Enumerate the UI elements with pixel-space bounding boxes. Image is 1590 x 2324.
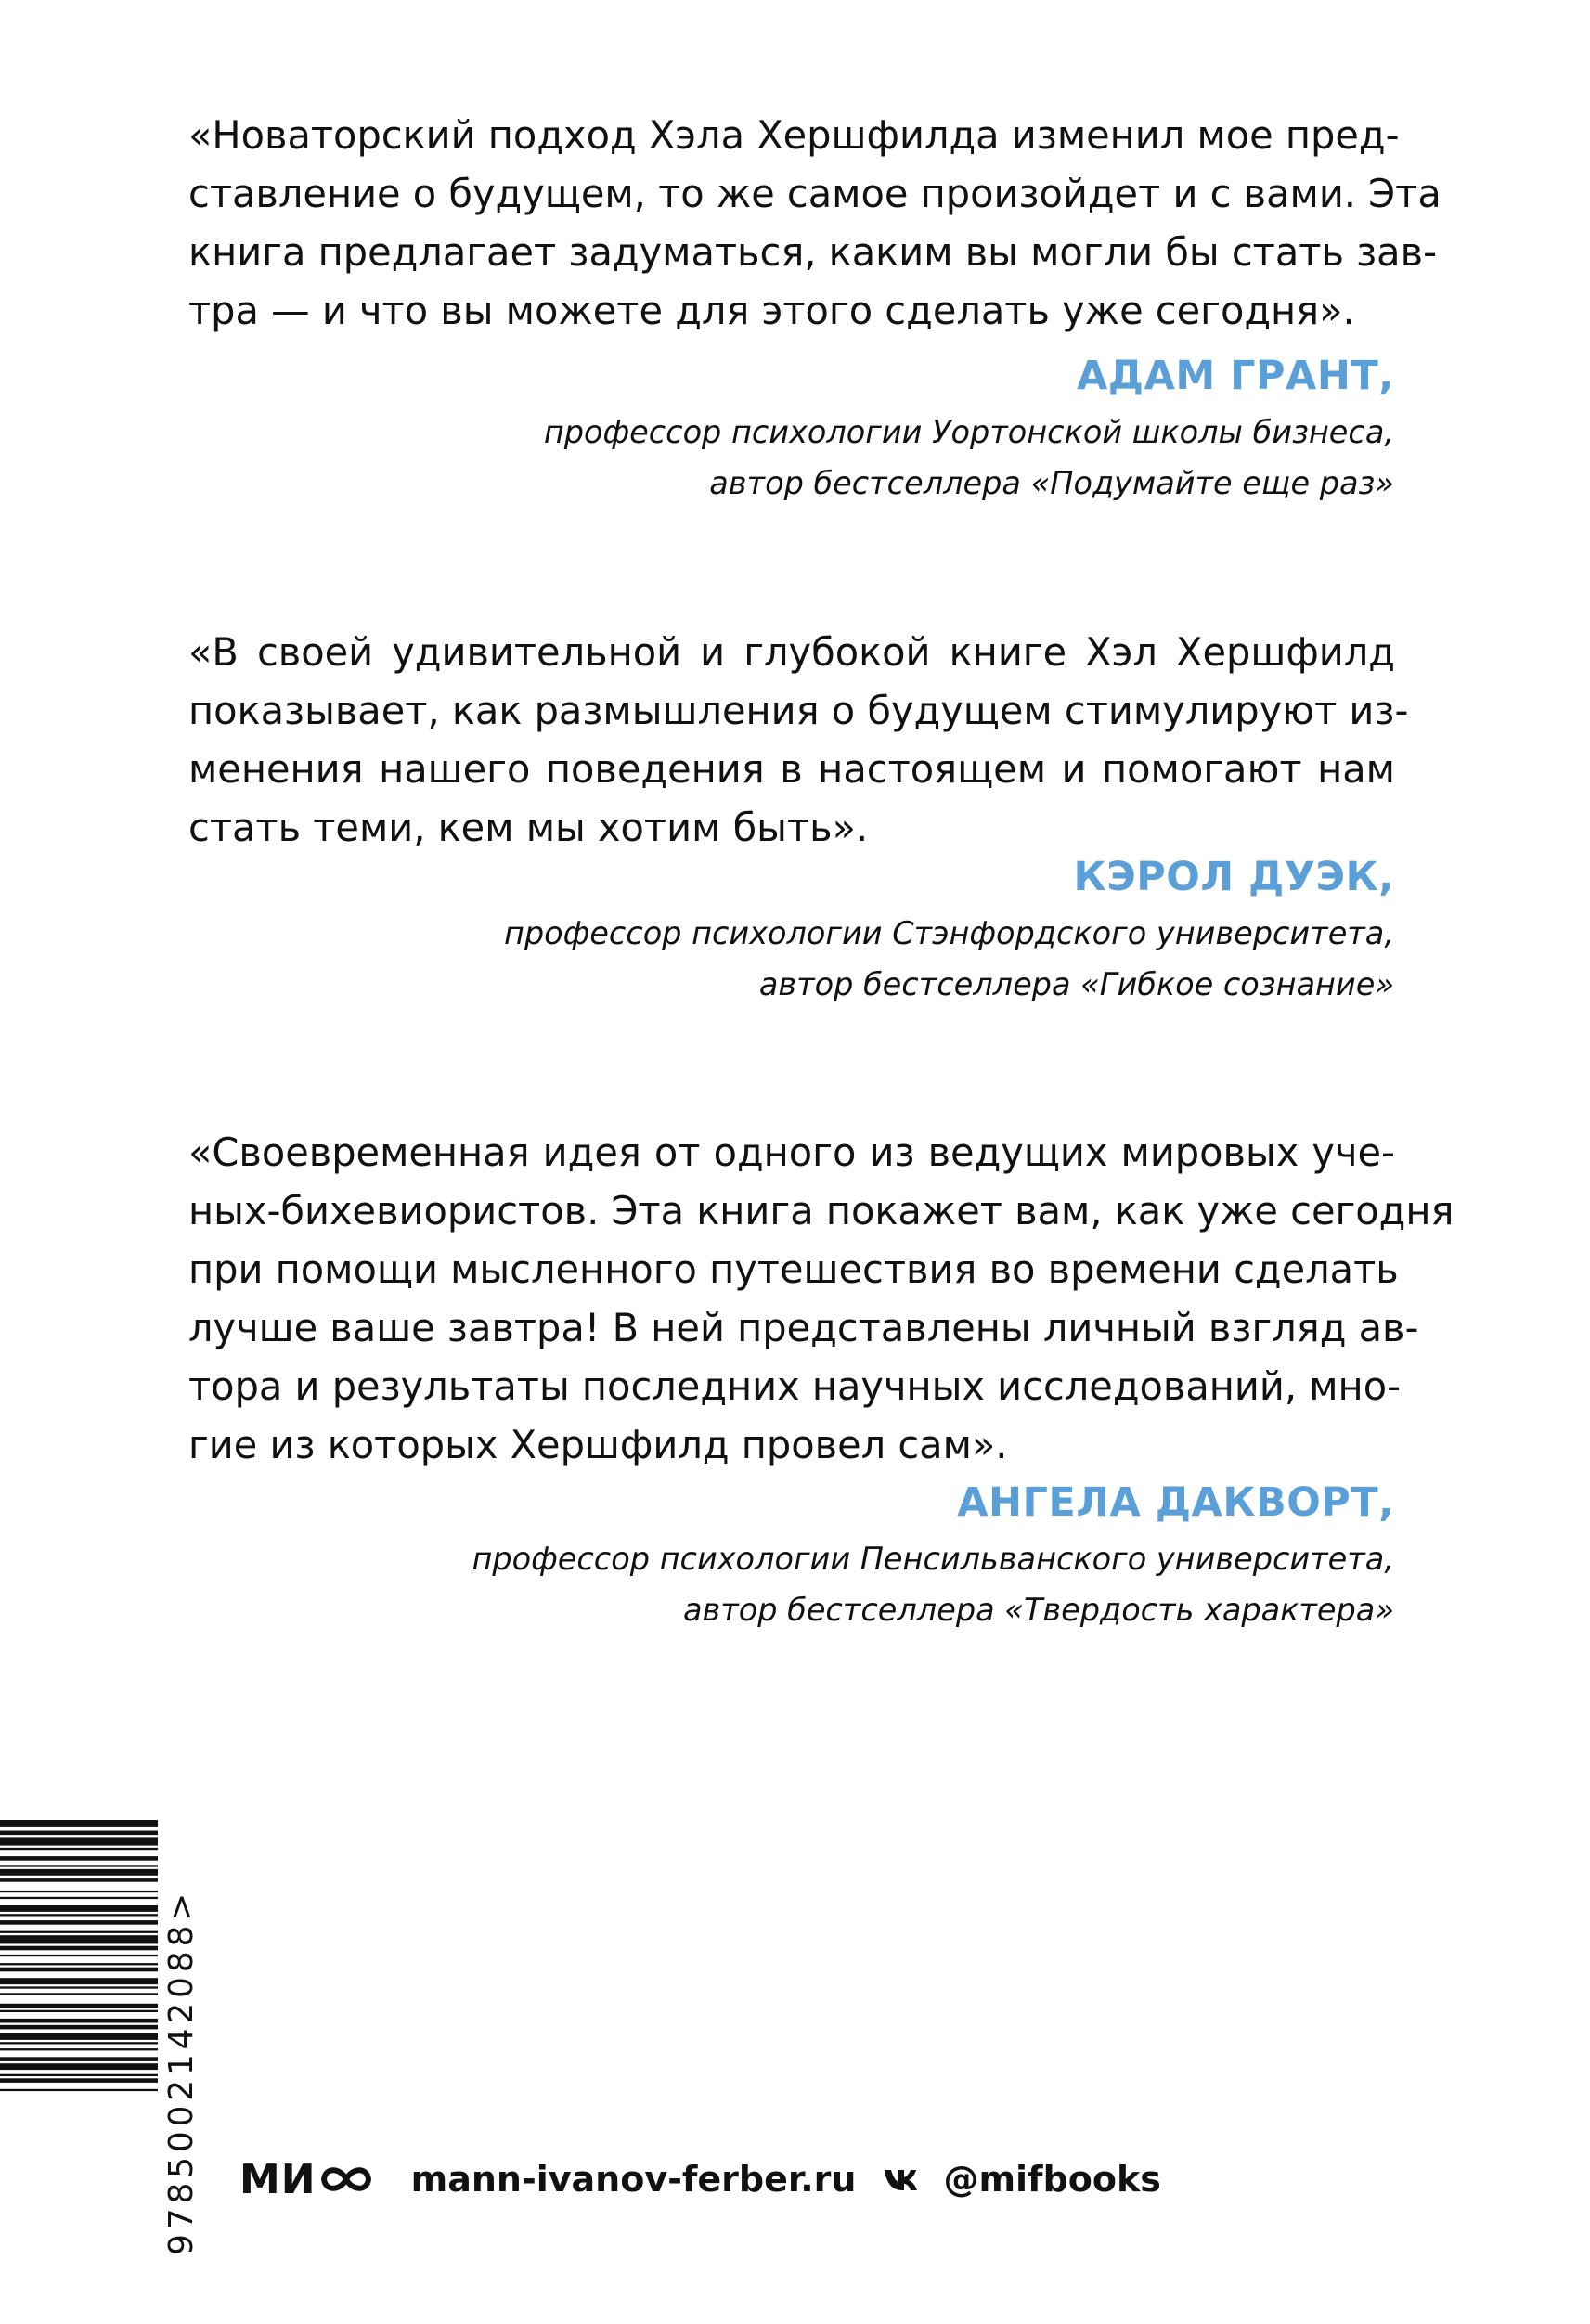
author-role-line: профессор психологии Пенсильванского университета, — [472, 1541, 1394, 1577]
barcode-bar — [0, 2057, 158, 2061]
barcode-bar — [0, 2042, 158, 2044]
author-role-line: профессор психологии Уортонской школы бизнеса, — [543, 414, 1394, 450]
barcode-bar — [0, 1935, 158, 1943]
barcode-bar — [0, 1968, 158, 1972]
barcode-bar — [0, 1856, 158, 1861]
barcode-bar — [0, 1831, 158, 1836]
quote-3-text — [188, 1123, 1454, 1474]
quote-line: «В своей удивительной и глубокой книге Хэл Хершфилд — [188, 629, 1395, 675]
barcode-bar — [0, 2025, 158, 2030]
barcode-bar — [0, 1963, 158, 1965]
barcode-bar — [0, 2048, 158, 2050]
barcode-bar — [0, 1978, 158, 1984]
barcode-bar — [0, 1946, 158, 1951]
quote-line: стать теми, кем мы хотим быть». — [188, 805, 869, 850]
quote-line: «Новаторский подход Хэла Хершфилда изменил мое пред- — [188, 112, 1400, 158]
quote-line: менения нашего поведения в настоящем и помогают нам — [188, 746, 1395, 792]
quote-2-author: КЭРОЛ ДУЭК, — [1073, 854, 1394, 900]
barcode-bar — [0, 2004, 158, 2008]
quote-line: лучше ваше завтра! В ней представлены личный взгляд ав- — [188, 1305, 1419, 1350]
barcode-bar — [0, 1820, 158, 1827]
publisher-logo-text: МИ — [239, 2155, 317, 2203]
barcode-bar — [0, 1914, 158, 1916]
barcode-bar — [0, 1869, 158, 1876]
quote-3-author-role — [472, 1533, 1394, 1635]
barcode-bar — [0, 2019, 158, 2023]
quote-line: гие из которых Хершфилд провел сам». — [188, 1422, 1008, 1467]
barcode-bar — [0, 1878, 158, 1882]
isbn-barcode — [0, 1814, 158, 2251]
barcode-bar — [0, 1993, 158, 1995]
quote-line: показывает, как размышления о будущем стимулируют из- — [188, 688, 1409, 733]
quote-1-text — [188, 106, 1441, 340]
vk-icon[interactable] — [884, 2167, 923, 2191]
author-role-line: автор бестселлера «Твердость характера» — [682, 1592, 1394, 1628]
quote-line: тра — и что вы можете для этого сделать уже сегодня». — [188, 288, 1355, 333]
publisher-logo — [239, 2156, 374, 2203]
quote-1-author-role — [544, 407, 1394, 509]
barcode-bar — [0, 2034, 158, 2040]
barcode-bar — [0, 2089, 158, 2091]
quote-line: тора и результаты последних научных исследований, мно- — [188, 1363, 1402, 1409]
barcode-bar — [0, 1931, 158, 1933]
author-role-line: автор бестселлера «Подумайте еще раз» — [709, 465, 1394, 501]
publisher-footer — [239, 2151, 1161, 2207]
social-handle-link[interactable]: @mifbooks — [943, 2159, 1161, 2200]
barcode-bar — [0, 1955, 158, 1956]
quote-line: ставление о будущем, то же самое произойдет и с вами. Эта — [188, 171, 1441, 216]
quote-1-author: АДАМ ГРАНТ, — [1077, 353, 1394, 399]
author-role-line: профессор психологии Стэнфордского университета, — [503, 915, 1394, 951]
barcode-bar — [0, 1905, 158, 1912]
barcode-bar — [0, 2078, 158, 2083]
publisher-website-link[interactable]: mann-ivanov-ferber.ru — [410, 2159, 857, 2200]
quote-line: ных-бихевиористов. Эта книга покажет вам, как уже сегодня — [188, 1188, 1454, 1233]
barcode-bar — [0, 1848, 158, 1850]
barcode-bar — [0, 2010, 158, 2012]
author-role-line: автор бестселлера «Гибкое сознание» — [758, 966, 1394, 1002]
barcode-bar — [0, 1986, 158, 1988]
isbn-number — [162, 1889, 200, 2255]
infinity-icon — [318, 2161, 374, 2198]
isbn-digits: 9785002142088 — [162, 1920, 200, 2255]
quote-3-author: АНГЕЛА ДАКВОРТ, — [957, 1479, 1394, 1526]
barcode-bar — [0, 1865, 158, 1866]
quote-line: при помощи мысленного путешествия во времени сделать — [188, 1246, 1399, 1292]
barcode-bar — [0, 1837, 158, 1845]
quote-line: книга предлагает задуматься, каким вы могли бы стать зав- — [188, 229, 1438, 275]
quote-2-text — [188, 623, 1409, 857]
barcode-bar — [0, 1891, 158, 1892]
barcode-bar — [0, 1897, 158, 1899]
barcode-bar — [0, 2063, 158, 2070]
isbn-suffix: > — [162, 1888, 200, 1921]
quote-2-author-role — [504, 908, 1394, 1010]
barcode-bar — [0, 2074, 158, 2076]
barcode-bar — [0, 1920, 158, 1925]
quote-line: «Своевременная идея от одного из ведущих мировых уче- — [188, 1130, 1395, 1175]
